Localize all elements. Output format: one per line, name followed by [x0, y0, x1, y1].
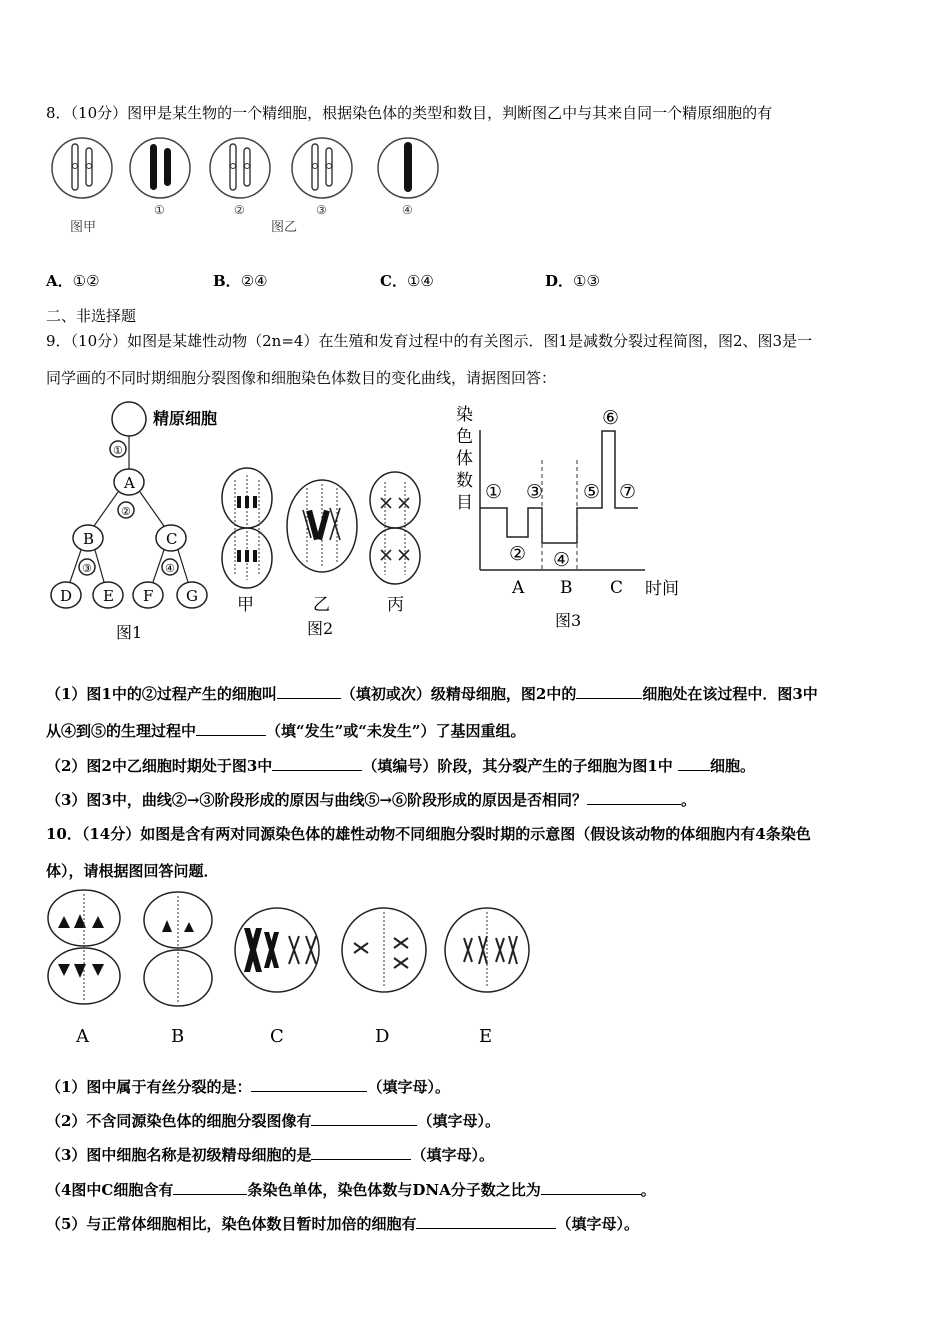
node-b: B — [83, 530, 95, 548]
svg-text:目: 目 — [456, 493, 473, 513]
svg-text:E: E — [479, 1026, 493, 1047]
fig3-caption: 图3 — [555, 611, 582, 630]
node-a: A — [124, 474, 135, 492]
cell-jia-label: 甲 — [237, 595, 254, 615]
svg-text:D: D — [375, 1026, 390, 1047]
q9-sub3: （3）图3中，曲线②→③阶段形成的原因与曲线⑤→⑥阶段形成的原因是否相同？ 。 — [46, 791, 697, 809]
cell-3-label: ③ — [316, 203, 327, 217]
q10-sub3: （3）图中细胞名称是初级精母细胞的是 （填字母）。 — [46, 1146, 494, 1164]
q9-stem-line2: 同学画的不同时期细胞分裂图像和细胞染色体数目的变化曲线，请据图回答： — [46, 369, 557, 387]
fig2-caption: 图2 — [307, 619, 334, 638]
cell-bing-label: 丙 — [387, 595, 404, 615]
svg-text:③: ③ — [526, 481, 544, 503]
q9-sub2: （2）图2中乙细胞时期处于图3中 （填编号）阶段，其分裂产生的子细胞为图1中 细胞。 — [46, 757, 756, 775]
q9-figure-1 — [46, 396, 226, 646]
fig1-caption: 图1 — [116, 623, 143, 642]
step-3: ③ — [82, 562, 92, 575]
step-1: ① — [113, 444, 123, 457]
svg-text:⑥: ⑥ — [602, 407, 620, 429]
q9-stem-line1: 9．（10分）如图是某雄性动物（2n=4）在生殖和发育过程中的有关图示．图1是减数分裂过程简图，图2、图3是一 — [46, 332, 813, 350]
option-a: A．①② — [46, 272, 100, 290]
q9-figure-3 — [450, 400, 690, 640]
svg-text:⑦: ⑦ — [619, 481, 637, 503]
option-d: D．①③ — [545, 272, 600, 290]
svg-text:②: ② — [509, 543, 527, 565]
section-title: 二、非选择题 — [46, 307, 137, 325]
fig-jia-label: 图甲 — [70, 220, 97, 235]
svg-text:C: C — [270, 1026, 284, 1047]
svg-text:④: ④ — [553, 549, 571, 571]
q10-sub5: （5）与正常体细胞相比，染色体数目暂时加倍的细胞有 （填字母）。 — [46, 1215, 639, 1233]
option-c: C．①④ — [380, 272, 434, 290]
svg-text:⑤: ⑤ — [583, 481, 601, 503]
svg-text:A: A — [76, 1026, 89, 1047]
q10-sub1: （1）图中属于有丝分裂的是： （填字母）。 — [46, 1078, 450, 1096]
svg-text:数: 数 — [456, 471, 473, 491]
cell-1-label: ① — [154, 203, 165, 217]
svg-text:A: A — [512, 578, 525, 598]
node-c: C — [166, 530, 178, 548]
fig-yi-label: 图乙 — [271, 220, 298, 235]
fig3-ticks — [511, 578, 623, 598]
option-b: B．②④ — [213, 272, 268, 290]
q9-sub1-line1: （1）图1中的②过程产生的细胞叫 （填初或次）级精母细胞，图2中的 细胞处在该过程中．图3中 — [46, 685, 818, 703]
node-g: G — [186, 587, 198, 605]
svg-text:①: ① — [485, 481, 503, 503]
fig1-title: 精原细胞 — [153, 409, 218, 428]
svg-text:B: B — [171, 1026, 185, 1047]
cell-4-label: ④ — [402, 203, 413, 217]
cell-2-label: ② — [234, 203, 245, 217]
q10-stem-line2: 体），请根据图回答问题． — [46, 862, 219, 880]
svg-text:体: 体 — [456, 449, 473, 469]
svg-text:B: B — [560, 578, 573, 598]
q9-figure-2 — [215, 460, 435, 640]
step-4: ④ — [165, 562, 175, 575]
node-d: D — [60, 587, 73, 605]
fig3-ylabel — [456, 405, 473, 513]
svg-text:C: C — [610, 578, 624, 598]
q10-sub2: （2）不含同源染色体的细胞分裂图像有 （填字母）。 — [46, 1112, 500, 1130]
svg-text:染: 染 — [456, 405, 473, 425]
q10-stem-line1: 10．（14分）如图是含有两对同源染色体的雄性动物不同细胞分裂时期的示意图（假设该动物的体细胞内有4条染色 — [46, 825, 811, 843]
q10-figure — [44, 888, 544, 1053]
fig3-xlabel: 时间 — [645, 579, 679, 599]
q8-figure — [50, 132, 450, 242]
q10-cell-labels — [75, 1026, 492, 1047]
step-2: ② — [121, 505, 131, 518]
node-f: F — [143, 587, 154, 605]
cell-yi-label: 乙 — [313, 595, 330, 615]
svg-text:色: 色 — [456, 427, 473, 447]
node-e: E — [103, 587, 114, 605]
q9-sub1-line2: 从④到⑤的生理过程中 （填“发生”或“未发生”）了基因重组。 — [46, 722, 526, 740]
q8-stem: 8．（10分）图甲是某生物的一个精细胞，根据染色体的类型和数目，判断图乙中与其来自同一个精原细胞的有 — [46, 104, 773, 122]
q10-sub4: （4图中C细胞含有 条染色单体，染色体数与DNA分子数之比为 。 — [46, 1181, 656, 1199]
